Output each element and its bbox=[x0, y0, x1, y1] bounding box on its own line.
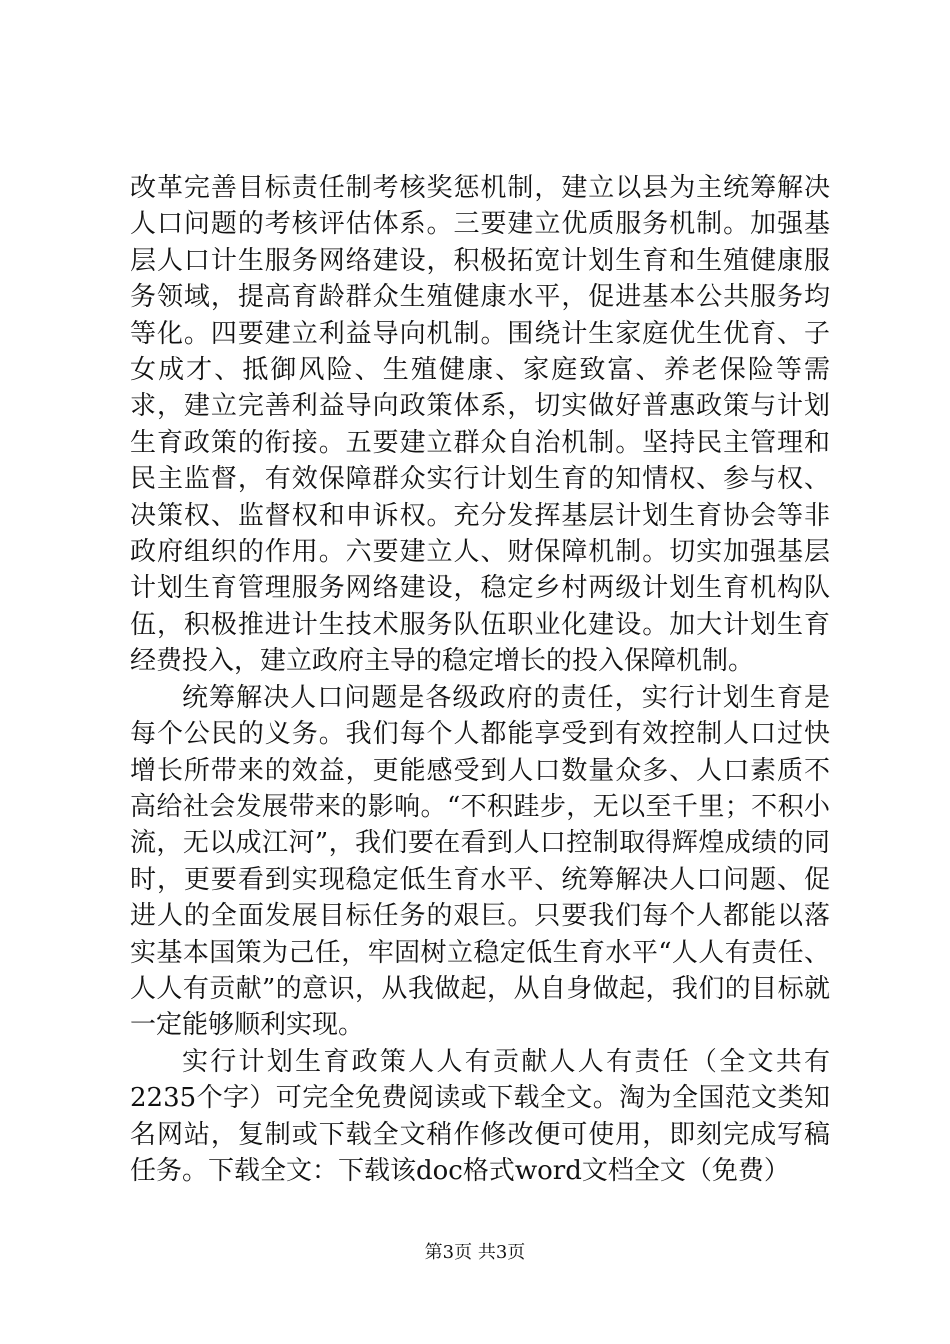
document-body bbox=[130, 170, 830, 1189]
paragraph-download-notice: 实行计划生育政策人人有贡献人人有责任（全文共有2235个字）可完全免费阅读或下载全文。淘为全国范文类知名网站，复制或下载全文稍作修改便可使用，即刻完成写稿任务。下载全文：下载该doc格式word文档全文（免费） bbox=[130, 1046, 830, 1186]
page-footer: 第3页 共3页 bbox=[424, 1242, 526, 1263]
paragraph-continuation: 改革完善目标责任制考核奖惩机制，建立以县为主统筹解决人口问题的考核评估体系。三要建立优质服务机制。加强基层人口计生服务网络建设，积极拓宽计划生育和生殖健康服务领域，提高育龄群众生殖健康水平，促进基本公共服务均等化。四要建立利益导向机制。围绕计生家庭优生优育、子女成才、抵御风险、生殖健康、家庭致富、养老保险等需求，建立完善利益导向政策体系，切实做好普惠政策与计划生育政策的衔接。五要建立群众自治机制。坚持民主管理和民主监督，有效保障群众实行计划生育的知情权、参与权、决策权、监督权和申诉权。充分发挥基层计划生育协会等非政府组织的作用。六要建立人、财保障机制。切实加强基层计划生育管理服务网络建设，稳定乡村两级计划生育机构队伍，积极推进计生技术服务队伍职业化建设。加大计划生育经费投入，建立政府主导的稳定增长的投入保障机制。 bbox=[130, 173, 830, 677]
paragraph-population-responsibility: 统筹解决人口问题是各级政府的责任，实行计划生育是每个公民的义务。我们每个人都能享受到有效控制人口过快增长所带来的效益，更能感受到人口数量众多、人口素质不高给社会发展带来的影响。“不积跬步，无以至千里；不积小流，无以成江河”，我们要在看到人口控制取得辉煌成绩的同时，更要看到实现稳定低生育水平、统筹解决人口问题、促进人的全面发展目标任务的艰巨。只要我们每个人都能以落实基本国策为己任，牢固树立稳定低生育水平“人人有责任、人人有贡献”的意识，从我做起，从自身做起，我们的目标就一定能够顺利实现。 bbox=[130, 682, 830, 1041]
